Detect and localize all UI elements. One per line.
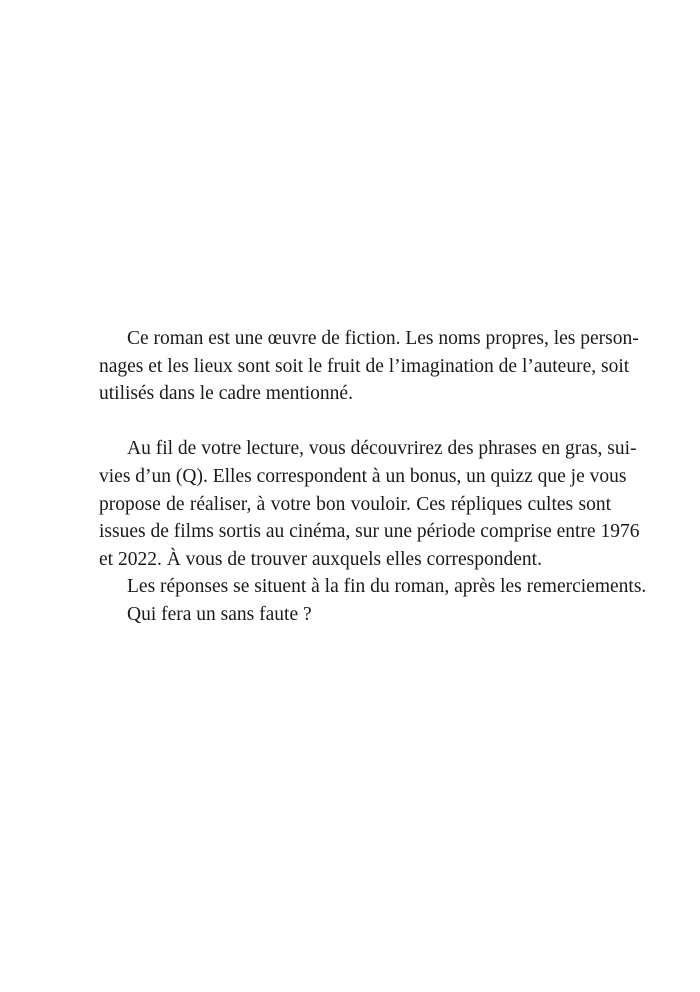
paragraph-answers-location xyxy=(99,573,647,601)
text-line: utilisés dans le cadre mentionné. xyxy=(99,383,353,405)
text-line: nages et les lieux sont soit le fruit de l’imagination de l’auteure, soit xyxy=(99,355,630,377)
paragraph-spacer xyxy=(99,408,611,436)
text-line: Ce roman est une œuvre de fiction. Les noms propres, les person- xyxy=(127,328,639,349)
text-line: Qui fera un sans faute ? xyxy=(127,603,312,625)
paragraph-closing-question xyxy=(99,601,611,629)
text-line: propose de réaliser, à votre bon vouloir. Ces répliques cultes sont xyxy=(99,493,611,515)
text-line: Les réponses se situent à la fin du roman, après les remerciements. xyxy=(127,576,647,598)
text-line: et 2022. À vous de trouver auxquels elles correspondent. xyxy=(99,548,542,570)
document-page xyxy=(99,325,647,629)
text-line: vies d’un (Q). Elles correspondent à un bonus, un quizz que je vous xyxy=(99,465,627,487)
text-line: Au fil de votre lecture, vous découvrirez des phrases en gras, sui- xyxy=(127,438,637,460)
paragraph-quiz-explanation xyxy=(99,435,640,573)
paragraph-fiction-disclaimer xyxy=(99,325,639,408)
text-line: issues de films sortis au cinéma, sur une période comprise entre 1976 xyxy=(99,521,640,543)
